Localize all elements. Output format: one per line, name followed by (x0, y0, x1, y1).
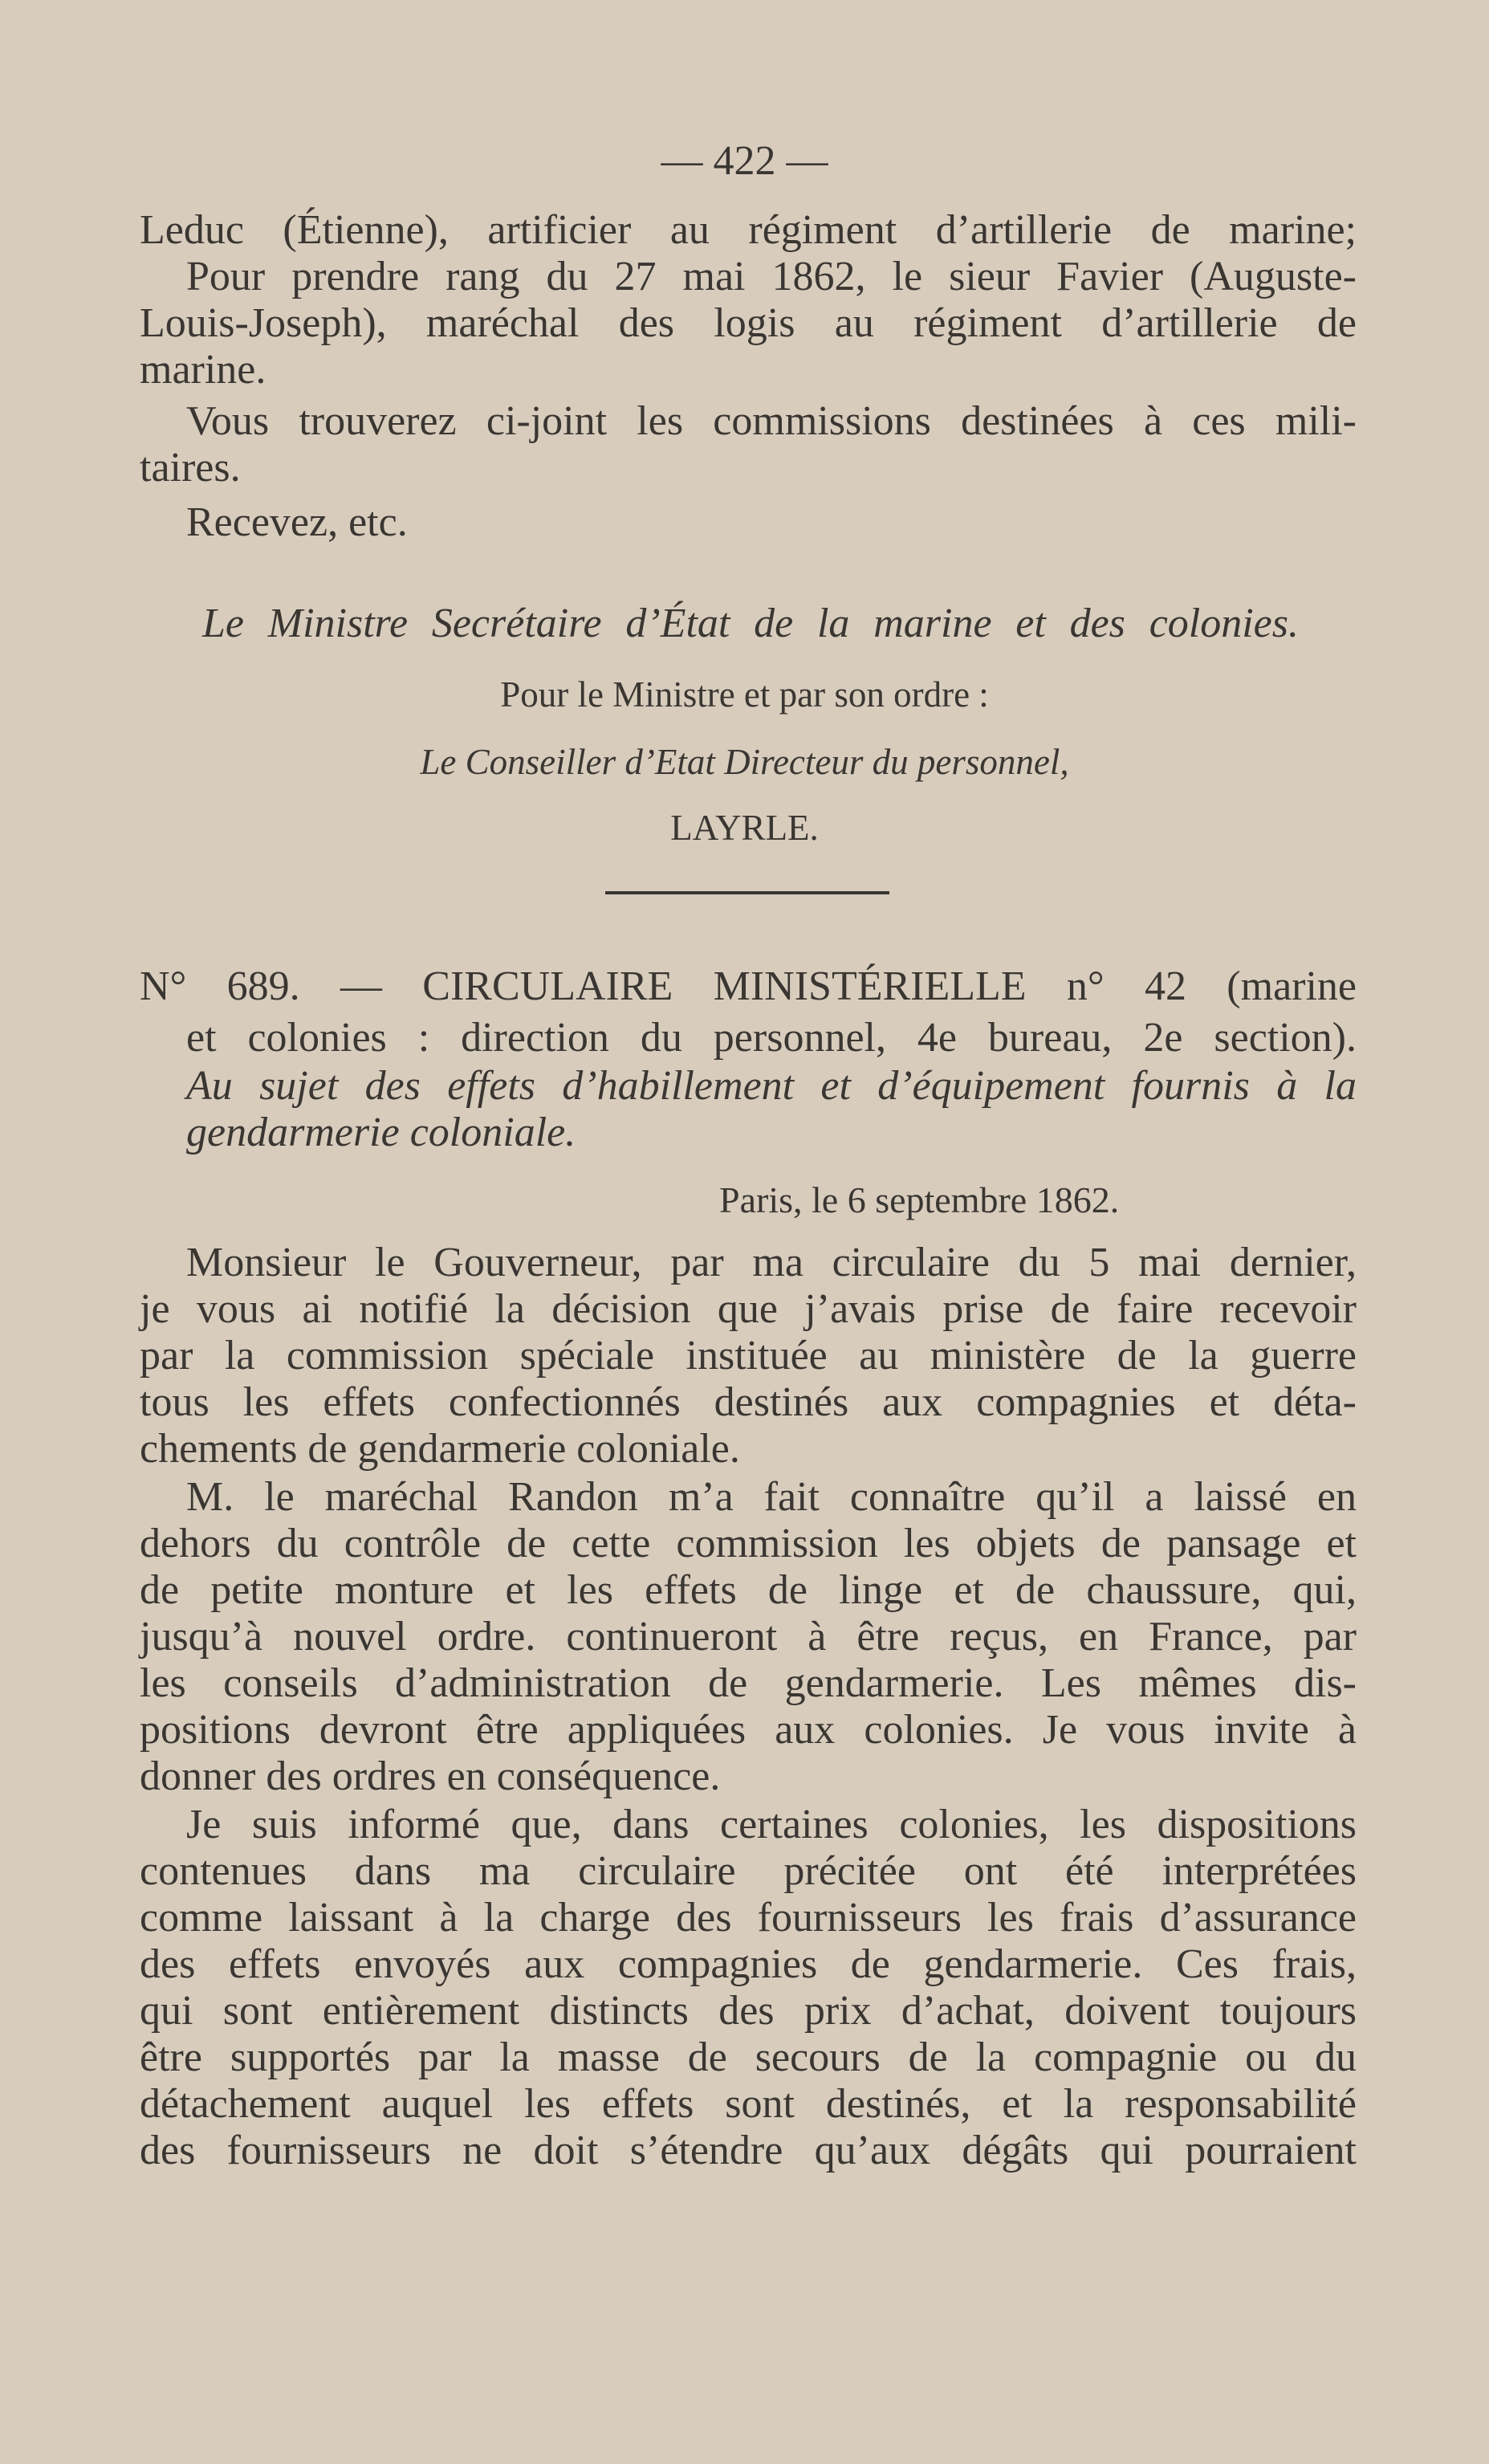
text-line: tous les effets confectionnés destinés aux compagnies et déta- (140, 1379, 1357, 1425)
text-line: qui sont entièrement distincts des prix d’achat, doivent toujours (140, 1988, 1357, 2034)
circular-heading: et colonies : direction du personnel, 4e bureau, 2e section). (186, 1015, 1357, 1061)
text-line: chements de gendarmerie coloniale. (140, 1426, 740, 1472)
signature-title: Le Ministre Secrétaire d’État de la marine et des colonies. (202, 601, 1299, 646)
text-line: être supportés par la masse de secours de la compagnie ou du (140, 2034, 1357, 2080)
text-line: Leduc (Étienne), artificier au régiment d’artillerie de marine; (140, 207, 1357, 253)
text-line: Pour prendre rang du 27 mai 1862, le sieur Favier (Auguste- (186, 254, 1357, 299)
text-line: taires. (140, 445, 241, 491)
signature-role: Le Conseiller d’Etat Directeur du personnel, (420, 742, 1069, 782)
text-line: Je suis informé que, dans certaines colonies, les dispositions (186, 1802, 1357, 1847)
text-line: des effets envoyés aux compagnies de gendarmerie. Ces frais, (140, 1941, 1357, 1987)
text-line: je vous ai notifié la décision que j’avais prise de faire recevoir (140, 1286, 1357, 1332)
page-number: — 422 — (661, 138, 828, 184)
text-line: contenues dans ma circulaire précitée ont été interprétées (140, 1848, 1357, 1894)
dateline: Paris, le 6 septembre 1862. (719, 1179, 1120, 1220)
circular-subject: gendarmerie coloniale. (186, 1110, 576, 1155)
text-line: jusqu’à nouvel ordre. continueront à être reçus, en France, par (140, 1614, 1357, 1660)
text-line: des fournisseurs ne doit s’étendre qu’aux dégâts qui pourraient (140, 2128, 1357, 2173)
text-line: Louis-Joseph), maréchal des logis au régiment d’artillerie de (140, 300, 1357, 346)
text-line: positions devront être appliquées aux colonies. Je vous invite à (140, 1707, 1357, 1753)
text-line: Vous trouverez ci-joint les commissions destinées à ces mili- (186, 398, 1357, 444)
text-line: comme laissant à la charge des fournisseurs les frais d’assurance (140, 1895, 1357, 1941)
section-divider (605, 891, 889, 894)
circular-heading: N° 689. — CIRCULAIRE MINISTÉRIELLE n° 42 (marine (140, 963, 1357, 1009)
text-line: donner des ordres en conséquence. (140, 1753, 721, 1799)
text-line: détachement auquel les effets sont destinés, et la responsabilité (140, 2081, 1357, 2127)
signature-delegation: Pour le Ministre et par son ordre : (500, 674, 989, 715)
text-line: par la commission spéciale instituée au ministère de la guerre (140, 1333, 1357, 1379)
text-line: Monsieur le Gouverneur, par ma circulaire du 5 mai dernier, (186, 1240, 1357, 1285)
text-line: dehors du contrôle de cette commission les objets de pansage et (140, 1521, 1357, 1566)
text-line: marine. (140, 347, 266, 393)
text-line: de petite monture et les effets de linge et de chaussure, qui, (140, 1567, 1357, 1613)
signature-name: LAYRLE. (670, 808, 819, 848)
circular-subject: Au sujet des effets d’habillement et d’équipement fournis à la (186, 1063, 1357, 1109)
text-line: les conseils d’administration de gendarmerie. Les mêmes dis- (140, 1660, 1357, 1706)
text-line: M. le maréchal Randon m’a fait connaître qu’il a laissé en (186, 1474, 1357, 1520)
closing-formula: Recevez, etc. (186, 499, 408, 545)
